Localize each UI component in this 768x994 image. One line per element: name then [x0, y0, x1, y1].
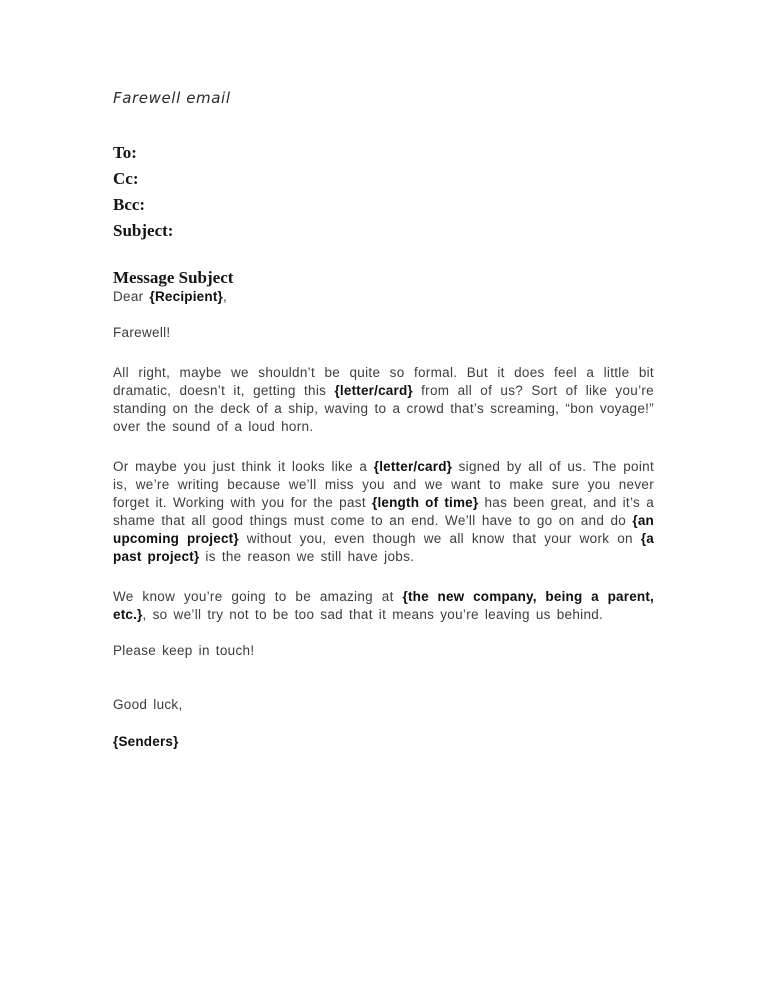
placeholder-token: {length of time} [372, 495, 479, 510]
email-header-fields [113, 140, 654, 244]
field-subject [113, 218, 654, 244]
paragraph-body [113, 458, 654, 566]
text-segment: Please keep in touch! [113, 643, 255, 658]
message-body [113, 324, 654, 751]
placeholder-token: {letter/card} [334, 383, 413, 398]
placeholder-token: {a past project} [113, 531, 654, 564]
text-segment: Or maybe you just think it looks like a [113, 459, 374, 474]
text-segment: is the reason we still have jobs. [199, 549, 415, 564]
field-label: Subject: [113, 221, 174, 240]
placeholder-token: {the new company, being a parent, etc.} [113, 589, 654, 622]
text-segment: signed by all of us. The point is, we’re writing because we’ll miss you and we want to make sure you never forget it. Working with you for the past [113, 459, 654, 510]
placeholder-token: {Recipient} [149, 289, 223, 304]
text-segment: has been great, and it’s a shame that all good things must come to an end. We’ll have to go on and do [113, 495, 655, 528]
text-segment: from all of us? Sort of like you’re standing on the deck of a ship, waving to a crowd that’s screaming, “bon voyage!” over the sound of a loud horn. [113, 383, 654, 434]
paragraph-signoff [113, 696, 654, 714]
field-to [113, 140, 654, 166]
document-title: Farewell email [113, 89, 231, 107]
paragraph-signature [113, 733, 654, 751]
field-label: Cc: [113, 169, 139, 188]
text-segment: , so we’ll try not to be too sad that it means you’re leaving us behind. [142, 607, 604, 622]
paragraph-body [113, 364, 654, 436]
field-label: To: [113, 143, 137, 162]
text-segment: We know you’re going to be amazing at [113, 589, 403, 604]
salutation-line [113, 287, 654, 306]
placeholder-token: {Senders} [113, 734, 179, 749]
placeholder-token: {letter/card} [373, 459, 453, 474]
field-label: Bcc: [113, 195, 146, 214]
text-segment: , [223, 289, 228, 304]
text-segment: All right, maybe we shouldn’t be quite so formal. But it does feel a little bit dramatic, doesn’t it, getting this [113, 365, 654, 398]
placeholder-token: {an upcoming project} [113, 513, 654, 546]
field-bcc [113, 192, 654, 218]
paragraph-closing [113, 642, 654, 660]
text-segment: Good luck, [113, 697, 183, 712]
text-segment: Farewell! [113, 325, 171, 340]
text-segment: without you, even though we all know that your work on [238, 531, 641, 546]
paragraph-body [113, 588, 654, 624]
text-segment: Dear [113, 289, 150, 304]
paragraph-greeting [113, 324, 654, 342]
message-subject-heading: Message Subject [113, 268, 234, 287]
field-cc [113, 166, 654, 192]
